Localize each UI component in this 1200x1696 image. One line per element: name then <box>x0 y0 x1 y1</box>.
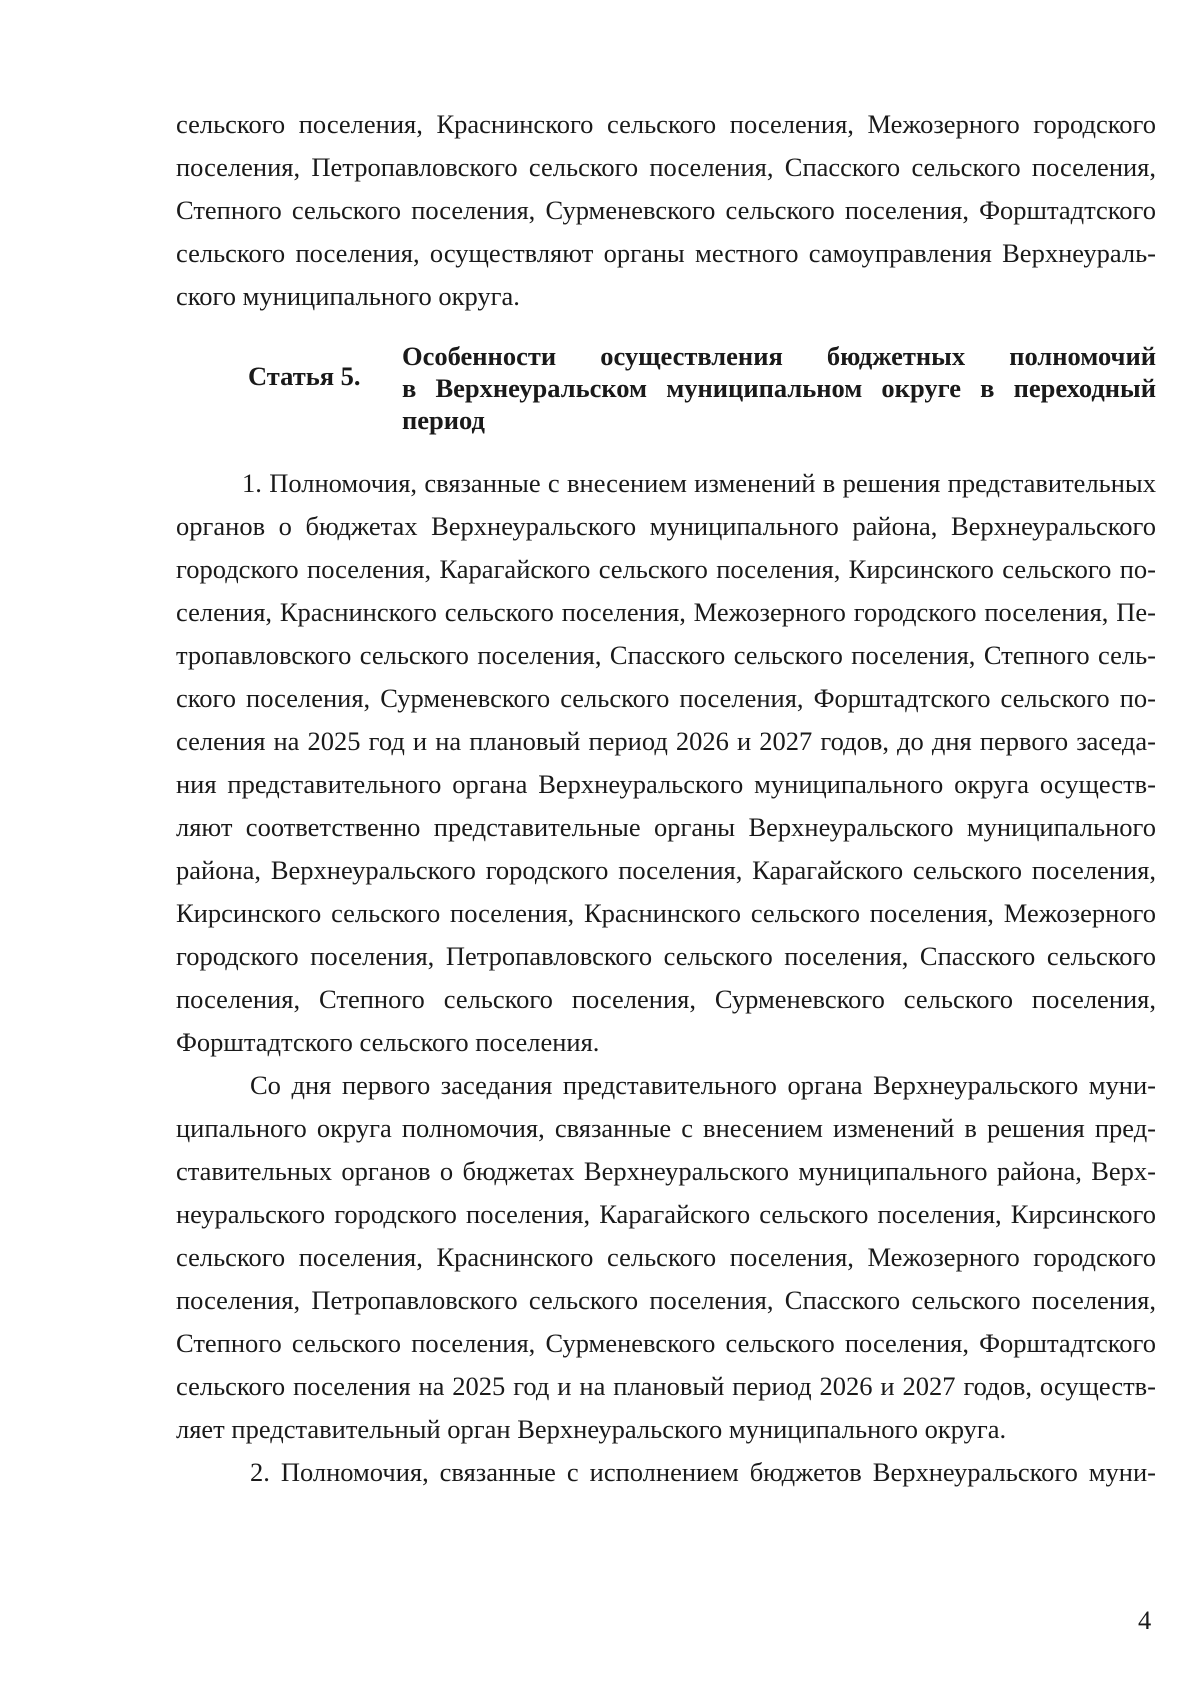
article-label: Статья 5. <box>248 361 361 391</box>
text-line: органов о бюджетах Верхнеуральского муниципального района, Верхнеуральского <box>176 511 1156 541</box>
text-line: поселения, Петропавловского сельского поселения, Спасского сельского поселения, <box>176 152 1156 182</box>
text-line: сельского поселения, Краснинского сельского поселения, Межозерного городского <box>176 1242 1156 1272</box>
article-title-line: в Верхнеуральском муниципальном округе в переходный <box>402 373 1156 403</box>
text-line: ципального округа полномочия, связанные с внесением изменений в решения пред- <box>176 1113 1156 1143</box>
text-line: ставительных органов о бюджетах Верхнеуральского муниципального района, Верх- <box>176 1156 1156 1186</box>
text-line: селения на 2025 год и на плановый период 2026 и 2027 годов, до дня первого заседа- <box>176 726 1156 756</box>
text-line: 1. Полномочия, связанные с внесением изменений в решения представительных <box>242 468 1156 498</box>
text-line: Степного сельского поселения, Сурменевского сельского поселения, Форштадтского <box>176 1328 1156 1358</box>
text-line: сельского поселения, осуществляют органы местного самоуправления Верхнеураль- <box>176 238 1156 268</box>
text-line: неуральского городского поселения, Карагайского сельского поселения, Кирсинского <box>176 1199 1156 1229</box>
text-line: сельского поселения, Краснинского сельского поселения, Межозерного городского <box>176 109 1156 139</box>
text-line: ского поселения, Сурменевского сельского поселения, Форштадтского сельского по- <box>176 683 1156 713</box>
text-line: Форштадтского сельского поселения. <box>176 1027 600 1057</box>
article-title-line: период <box>402 405 485 435</box>
page-number: 4 <box>1138 1605 1152 1635</box>
article-title-line: Особенности осуществления бюджетных полномочий <box>402 341 1156 371</box>
text-line: Степного сельского поселения, Сурменевского сельского поселения, Форштадтского <box>176 195 1156 225</box>
text-line: городского поселения, Карагайского сельского поселения, Кирсинского сельского по- <box>176 554 1156 584</box>
text-line: ния представительного органа Верхнеуральского муниципального округа осуществ- <box>176 769 1156 799</box>
text-line: тропавловского сельского поселения, Спасского сельского поселения, Степного сель- <box>176 640 1156 670</box>
text-line: сельского поселения на 2025 год и на плановый период 2026 и 2027 годов, осуществ- <box>176 1371 1156 1401</box>
text-line: селения, Краснинского сельского поселения, Межозерного городского поселения, Пе- <box>176 597 1156 627</box>
text-line: Со дня первого заседания представительного органа Верхнеуральского муни- <box>250 1070 1156 1100</box>
text-line: городского поселения, Петропавловского сельского поселения, Спасского сельского <box>176 941 1156 971</box>
text-line: поселения, Петропавловского сельского поселения, Спасского сельского поселения, <box>176 1285 1156 1315</box>
text-line: района, Верхнеуральского городского поселения, Карагайского сельского поселения, <box>176 855 1156 885</box>
text-line: ляют соответственно представительные органы Верхнеуральского муниципального <box>176 812 1156 842</box>
text-line: ского муниципального округа. <box>176 281 520 311</box>
text-line: поселения, Степного сельского поселения, Сурменевского сельского поселения, <box>176 984 1156 1014</box>
text-line: ляет представительный орган Верхнеуральского муниципального округа. <box>176 1414 1007 1444</box>
text-line: 2. Полномочия, связанные с исполнением бюджетов Верхнеуральского муни- <box>250 1457 1156 1487</box>
text-line: Кирсинского сельского поселения, Краснинского сельского поселения, Межозерного <box>176 898 1156 928</box>
